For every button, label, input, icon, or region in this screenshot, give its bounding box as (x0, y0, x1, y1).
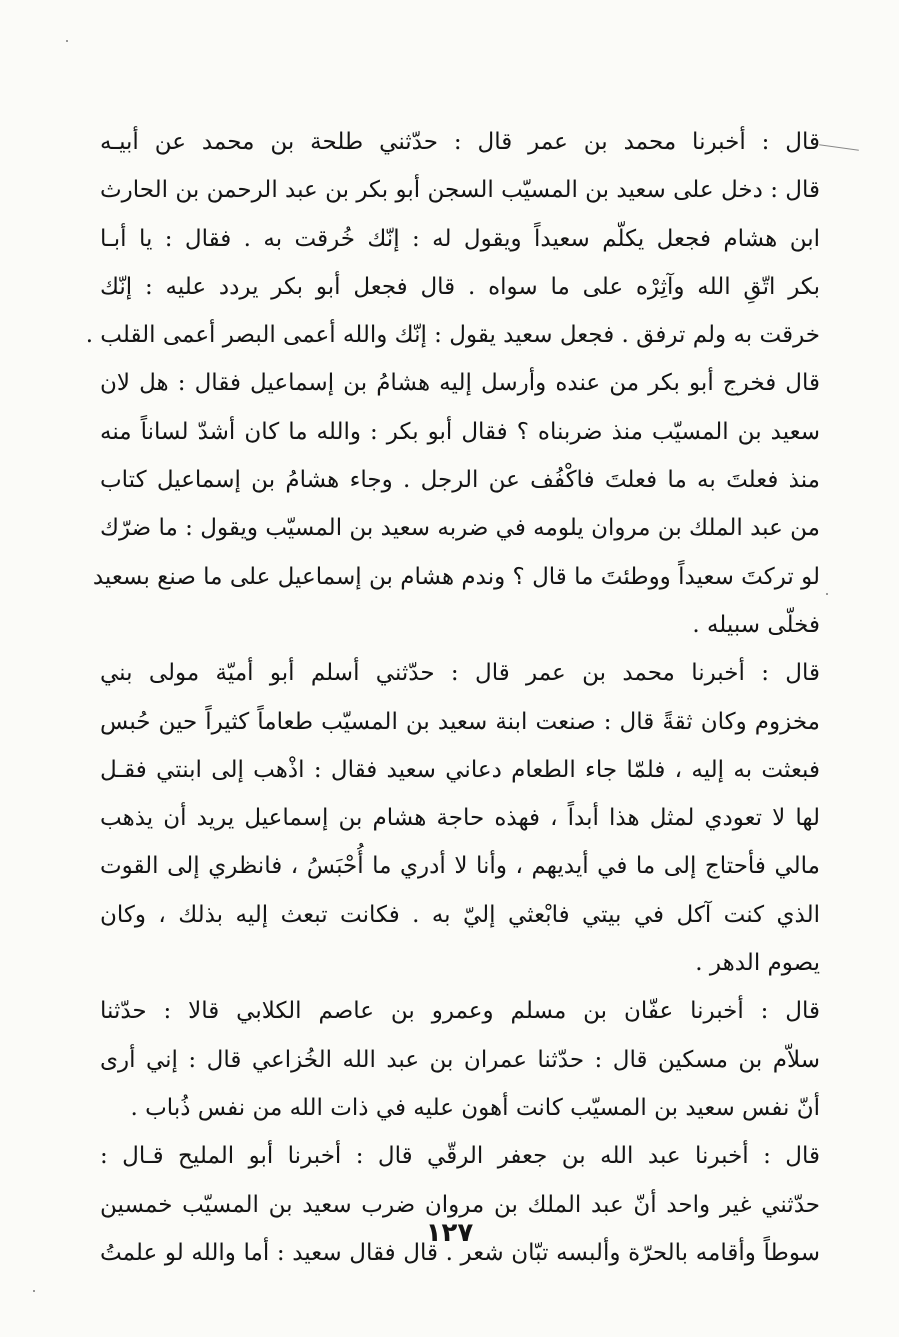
text-line: خرقت به ولم ترفق . فجعل سعيد يقول : إنّك والله أعمى البصر أعمى القلب . (85, 322, 820, 349)
text-line: يصوم الدهر . (695, 950, 820, 977)
text-line: قال : دخل على سعيد بن المسيّب السجن أبو بكر بن عبد الرحمن بن الحارث (100, 177, 820, 204)
text-line: أنّ نفس سعيد بن المسيّب كانت أهون عليه في ذات الله من نفس ذُباب . (130, 1094, 820, 1121)
text-line: لها لا تعودي لمثل هذا أبداً ، فهذه حاجة هشام بن إسماعيل يريد أن يذهب (100, 805, 820, 832)
text-line: قال : أخبرنا عفّان بن مسلم وعمرو بن عاصم الكلابي قالا : حدّثنا (100, 998, 820, 1025)
text-line: قال : أخبرنا محمد بن عمر قال : حدّثني طلحة بن محمد عن أبيـه (100, 129, 820, 155)
text-line: سوطاً وأقامه بالحرّة وألبسه تبّان شعر . قال فقال سعيد : أما والله لو علمتُ (100, 1239, 820, 1266)
scan-speck (826, 593, 828, 595)
text-line: مخزوم وكان ثقةً قال : صنعت ابنة سعيد بن المسيّب طعاماً كثيراً حين حُبس (100, 708, 820, 735)
text-line: مالي فأحتاج إلى ما في أيديهم ، وأنا لا أدري ما أُحْبَسُ ، فانظري إلى القوت (100, 853, 820, 880)
scan-speck (66, 40, 68, 42)
page-number: ١٢٧ (425, 1218, 474, 1248)
text-line: سلاّم بن مسكين قال : حدّثنا عمران بن عبد الله الخُزاعي قال : إني أرى (100, 1046, 820, 1073)
text-line: ابن هشام فجعل يكلّم سعيداً ويقول له : إنّك خُرقت به . فقال : يا أبـا (100, 225, 820, 252)
text-line: منذ فعلتَ به ما فعلتَ فاكْفُف عن الرجل . وجاء هشامُ بن إسماعيل كتاب (100, 467, 820, 494)
text-line: فبعثت به إليه ، فلمّا جاء الطعام دعاني سعيد فقال : اذْهب إلى ابنتي فقـل (100, 756, 820, 783)
text-line: بكر اتّقِ الله وآثِرْه على ما سواه . قال فجعل أبو بكر يردد عليه : إنّك (100, 273, 820, 300)
text-line: الذي كنت آكل في بيتي فابْعثي إليّ به . فكانت تبعث إليه بذلك ، وكان (100, 901, 820, 928)
margin-mark (819, 144, 859, 151)
scan-speck (33, 1290, 35, 1292)
text-line: سعيد بن المسيّب منذ ضربناه ؟ فقال أبو بكر : والله ما كان أشدّ لساناً منه (100, 418, 821, 445)
text-line: قال فخرج أبو بكر من عنده وأرسل إليه هشامُ بن إسماعيل فقال : هل لان (100, 370, 820, 397)
text-line: لو تركتَ سعيداً ووطئتَ ما قال ؟ وندم هشام بن إسماعيل على ما صنع بسعيد (92, 563, 820, 590)
text-line: قال : أخبرنا عبد الله بن جعفر الرقّي قال : أخبرنا أبو المليح قـال : (100, 1143, 820, 1170)
text-line: من عبد الملك بن مروان يلومه في ضربه سعيد بن المسيّب ويقول : ما ضرّك (100, 515, 820, 542)
text-line: فخلّى سبيله . (692, 611, 820, 638)
page-body-text (85, 118, 821, 1277)
text-line: قال : أخبرنا محمد بن عمر قال : حدّثني أسلم أبو أميّة مولى بني (100, 660, 820, 687)
text-line: حدّثني غير واحد أنّ عبد الملك بن مروان ضرب سعيد بن المسيّب خمسين (100, 1191, 820, 1218)
